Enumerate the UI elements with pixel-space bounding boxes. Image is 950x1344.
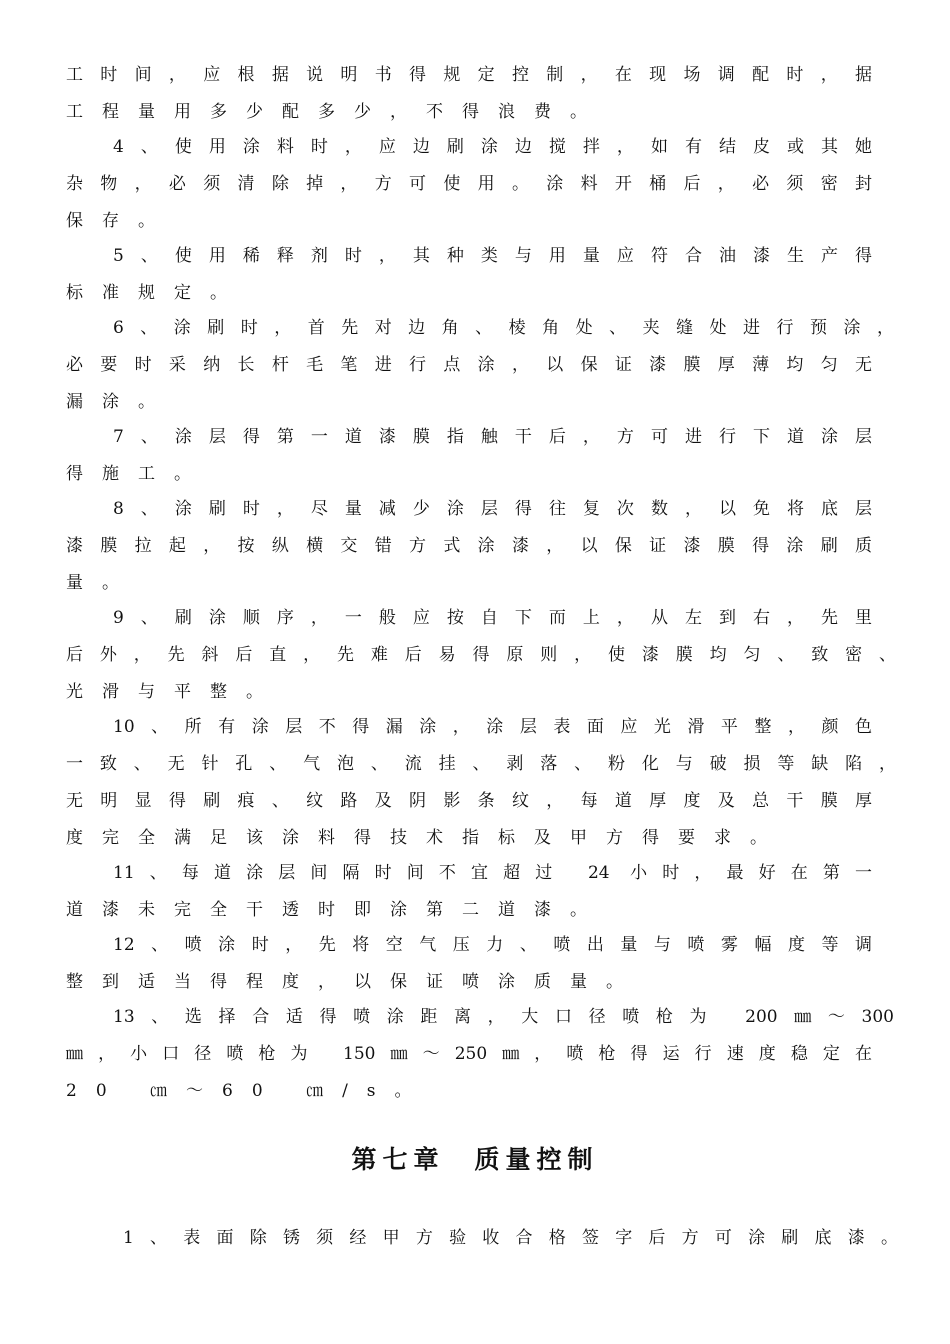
body-line: 7、涂层得第一道漆膜指触干后，方可进行下道涂层 bbox=[113, 427, 872, 447]
section-line: 1、表面除锈须经甲方验收合格签字后方可涂刷底漆。 bbox=[123, 1228, 898, 1248]
body-line: 工程量用多少配多少，不得浪费。 bbox=[66, 102, 606, 122]
body-line: 光滑与平整。 bbox=[66, 682, 282, 702]
body-line: 杂物，必须清除掉，方可使用。涂料开桶后，必须密封 bbox=[66, 174, 872, 194]
body-line: ㎜，小口径喷枪为 150㎜～250㎜，喷枪得运行速度稳定在 bbox=[66, 1044, 872, 1064]
body-line: 漏涂。 bbox=[66, 392, 174, 412]
body-line: 11、每道涂层间隔时间不宜超过 24 小时，最好在第一 bbox=[113, 863, 872, 883]
body-line: 无明显得刷痕、纹路及阴影条纹，每道厚度及总干膜厚 bbox=[66, 791, 872, 811]
body-line: 6、涂刷时，首先对边角、棱角处、夹缝处进行预涂， bbox=[113, 318, 894, 338]
body-line: 得施工。 bbox=[66, 464, 210, 484]
body-line: 一致、无针孔、气泡、流挂、剥落、粉化与破损等缺陷， bbox=[66, 754, 896, 774]
body-line: 13、选择合适得喷涂距离，大口径喷枪为 200㎜～300 bbox=[113, 1007, 894, 1027]
body-line: 道漆未完全干透时即涂第二道漆。 bbox=[66, 900, 606, 920]
body-line: 9、刷涂顺序，一般应按自下而上，从左到右，先里 bbox=[113, 608, 872, 628]
body-line: 12、喷涂时，先将空气压力、喷出量与喷雾幅度等调 bbox=[113, 935, 872, 955]
chapter-heading bbox=[0, 1144, 950, 1176]
body-line: 后外，先斜后直，先难后易得原则，使漆膜均匀、致密、 bbox=[66, 645, 896, 665]
body-line: 4、使用涂料时，应边刷涂边搅拌，如有结皮或其她 bbox=[113, 137, 872, 157]
body-line: 度完全满足该涂料得技术指标及甲方得要求。 bbox=[66, 828, 786, 848]
body-line: 10、所有涂层不得漏涂，涂层表面应光滑平整，颜色 bbox=[113, 717, 872, 737]
body-line: 工时间，应根据说明书得规定控制，在现场调配时，据 bbox=[66, 65, 872, 85]
body-line: 量。 bbox=[66, 573, 138, 593]
body-line: 漆膜拉起，按纵横交错方式涂漆，以保证漆膜得涂刷质 bbox=[66, 536, 872, 556]
body-line: 标准规定。 bbox=[66, 283, 246, 303]
body-line: 5、使用稀释剂时，其种类与用量应符合油漆生产得 bbox=[113, 246, 872, 266]
body-line: 8、涂刷时，尽量减少涂层得往复次数，以免将底层 bbox=[113, 499, 872, 519]
body-line: 保存。 bbox=[66, 211, 174, 231]
body-line: 整到适当得程度，以保证喷涂质量。 bbox=[66, 972, 642, 992]
body-line: 20 ㎝～60 ㎝/s。 bbox=[66, 1081, 431, 1101]
body-line: 必要时采纳长杆毛笔进行点涂，以保证漆膜厚薄均匀无 bbox=[66, 355, 872, 375]
chapter-number: 第七章 bbox=[351, 1145, 445, 1174]
chapter-title: 质量控制 bbox=[474, 1145, 599, 1174]
